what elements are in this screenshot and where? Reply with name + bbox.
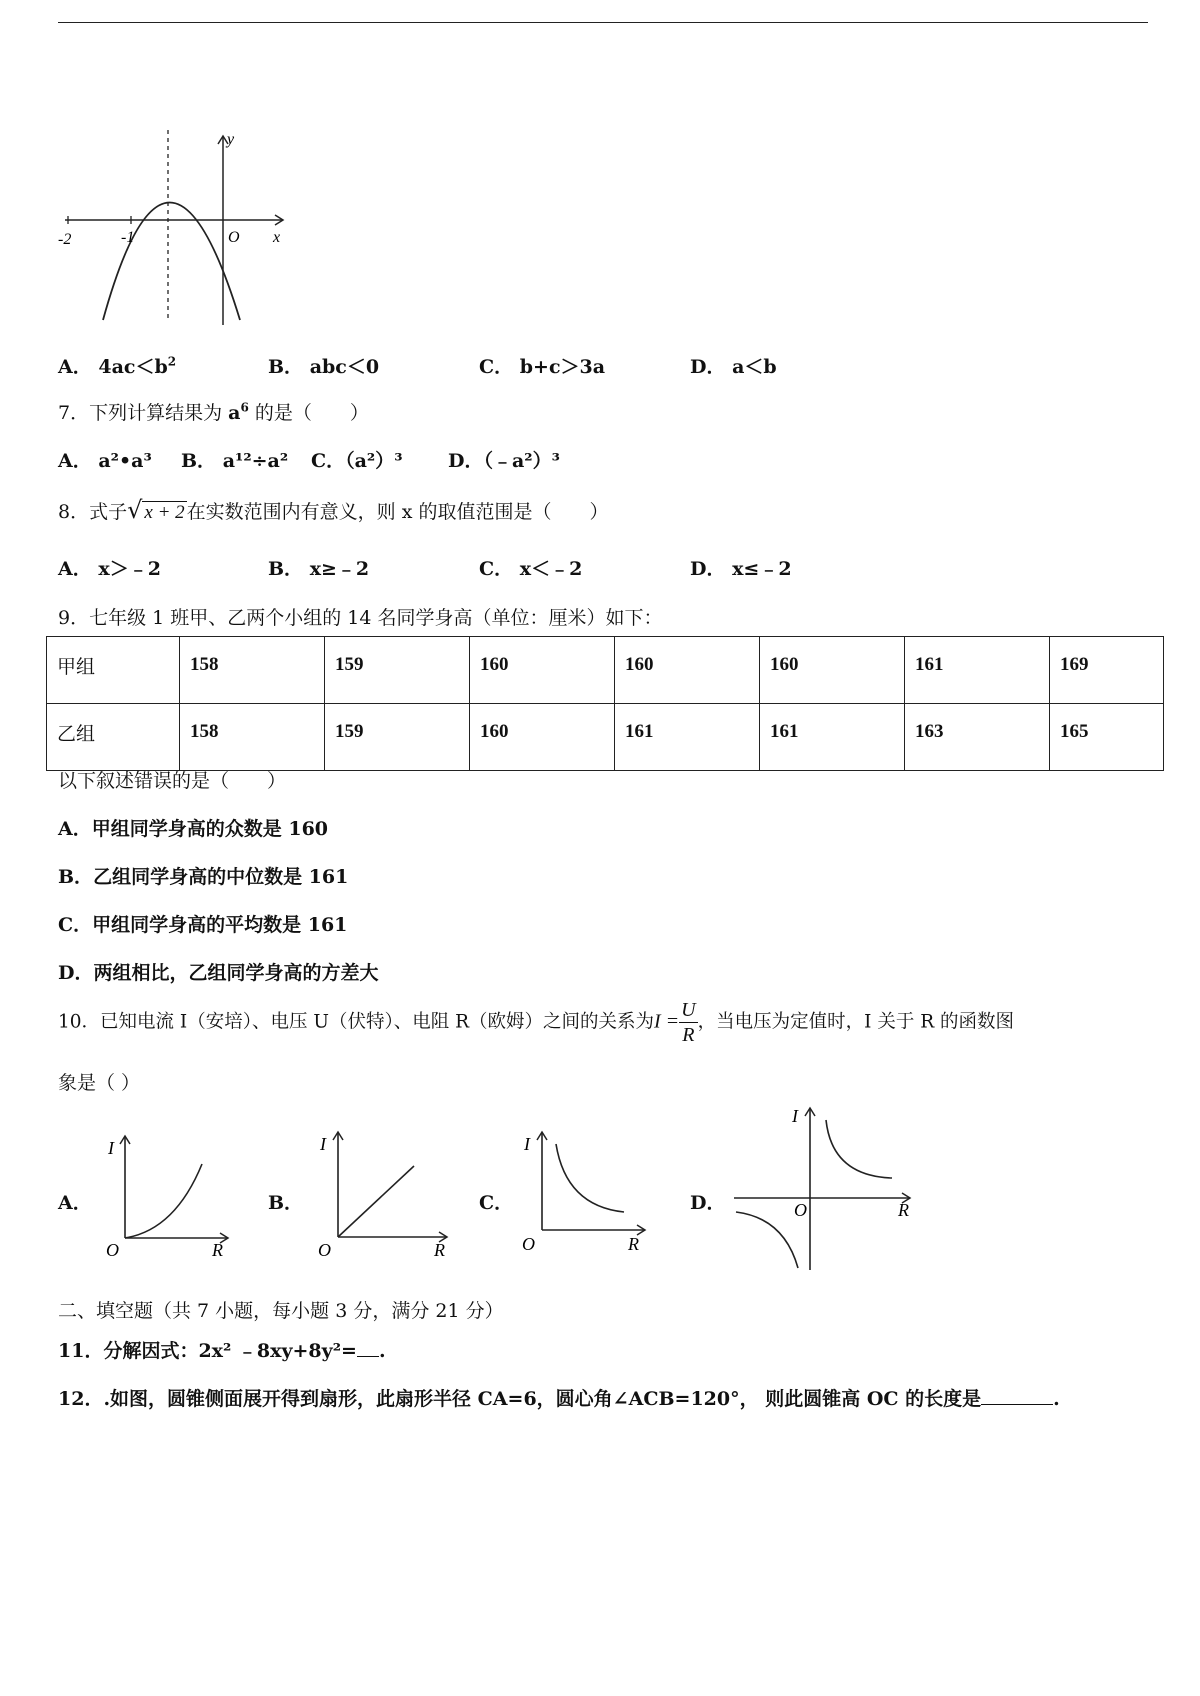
option-letter: B． — [268, 356, 304, 378]
table-cell: 160 — [470, 637, 615, 704]
option-text: （﹣a²）³ — [483, 450, 560, 472]
table-cell: 160 — [760, 637, 905, 704]
q9-option-c[interactable] — [58, 910, 347, 937]
q7-var: a — [228, 402, 241, 424]
q6-option-a[interactable] — [58, 352, 176, 379]
q10-part2: ，当电压为定值时，I 关于 R 的函数图 — [697, 1011, 1015, 1033]
axis-label-r: R — [434, 1240, 445, 1258]
option-text: 甲组同学身高的众数是 160 — [91, 818, 329, 840]
fraction-denominator: R — [682, 1024, 695, 1046]
q11-text: 11．分解因式：2x² ﹣8xy+8y²= — [58, 1340, 357, 1362]
option-text: 两组相比，乙组同学身高的方差大 — [93, 962, 379, 984]
table-cell: 159 — [325, 637, 470, 704]
origin-label: O — [228, 229, 240, 246]
q12 — [58, 1384, 1060, 1411]
option-letter: D． — [58, 962, 94, 984]
option-letter: B． — [268, 558, 304, 580]
option-text: x≤﹣2 — [732, 558, 792, 580]
q9-stem: 9．七年级 1 班甲、乙两个小组的 14 名同学身高（单位：厘米）如下： — [58, 607, 663, 629]
option-text: x≥﹣2 — [309, 558, 370, 580]
header-rule — [58, 22, 1148, 23]
y-axis-label: y — [227, 131, 235, 148]
section-title: 二、填空题（共 7 小题，每小题 3 分，满分 21 分） — [58, 1300, 504, 1322]
q10-option-a-letter[interactable]: A． — [58, 1192, 92, 1214]
axis-label-i: I — [108, 1138, 114, 1158]
option-text: x＞﹣2 — [98, 558, 161, 580]
axis-label-r: R — [628, 1234, 639, 1254]
option-text: a²•a³ — [98, 450, 152, 472]
sqrt-sign: √ — [127, 496, 143, 524]
q7-superscript: 6 — [240, 400, 249, 415]
q12-end: . — [1053, 1388, 1060, 1410]
option-text: 乙组同学身高的中位数是 161 — [93, 866, 349, 888]
q8-option-d[interactable] — [690, 554, 792, 581]
tick-label-neg2: -2 — [58, 231, 72, 248]
row-label: 乙组 — [47, 704, 180, 771]
fraction-numerator: U — [681, 999, 696, 1021]
formula-lhs: I = — [654, 1010, 680, 1033]
row-label: 甲组 — [47, 637, 180, 704]
option-text: 4ac＜b — [98, 356, 168, 378]
option-letter: D． — [690, 356, 726, 378]
q6-option-b[interactable] — [268, 352, 379, 379]
graph-option-b[interactable] — [312, 1124, 452, 1258]
option-superscript: 2 — [167, 354, 177, 369]
formula-fraction — [679, 998, 697, 1047]
axis-label-i: I — [792, 1106, 798, 1126]
table-cell: 158 — [180, 704, 325, 771]
q7-prefix: 7．下列计算结果为 — [58, 402, 229, 424]
table-row — [47, 637, 1164, 704]
option-letter: B． — [58, 866, 94, 888]
graph-option-c[interactable] — [520, 1124, 650, 1256]
q9-option-b[interactable] — [58, 862, 348, 889]
q7-option-b[interactable] — [181, 446, 288, 473]
q12-text: 12．.如图，圆锥侧面展开得到扇形，此扇形半径 CA=6，圆心角∠ACB=120°， 则此圆锥高 OC 的长度是 — [58, 1388, 982, 1410]
axis-label-o: O — [522, 1234, 535, 1254]
x-axis-label: x — [273, 229, 281, 246]
parabola-graph — [55, 130, 295, 330]
height-table — [46, 636, 1164, 771]
option-text: abc＜0 — [309, 356, 380, 378]
option-text: b+c＞3a — [519, 356, 606, 378]
table-cell: 160 — [615, 637, 760, 704]
option-letter: C． — [479, 356, 514, 378]
answer-blank[interactable] — [981, 1386, 1053, 1405]
table-cell: 165 — [1050, 704, 1164, 771]
q8-prefix: 8．式子 — [58, 501, 128, 523]
sqrt-radicand: x + 2 — [144, 502, 185, 523]
option-letter: C． — [58, 914, 93, 936]
q10-part1: 10．已知电流 I（安培）、电压 U（伏特）、电阻 R（欧姆）之间的关系为 — [58, 1011, 655, 1033]
q6-option-c[interactable] — [479, 352, 605, 379]
q8-suffix: 在实数范围内有意义，则 x 的取值范围是（ ） — [186, 501, 609, 523]
table-cell: 161 — [905, 637, 1050, 704]
option-text: a＜b — [732, 356, 777, 378]
axis-label-r: R — [898, 1200, 909, 1220]
q10-stem — [58, 998, 1014, 1047]
table-cell: 159 — [325, 704, 470, 771]
q9-option-a[interactable] — [58, 814, 328, 841]
q6-option-d[interactable] — [690, 352, 777, 379]
option-letter: A． — [58, 356, 92, 378]
option-letter: C． — [479, 558, 514, 580]
axis-label-i: I — [320, 1134, 326, 1154]
q7-suffix: 的是（ ） — [248, 402, 369, 424]
q11 — [58, 1336, 386, 1363]
axis-label-r: R — [212, 1240, 223, 1258]
tick-label-neg1: -1 — [121, 229, 135, 246]
graph-option-d[interactable] — [728, 1100, 918, 1272]
table-cell: 161 — [760, 704, 905, 771]
option-letter: A． — [58, 818, 92, 840]
option-letter: B． — [181, 450, 217, 472]
option-text: 甲组同学身高的平均数是 161 — [92, 914, 348, 936]
option-letter: D． — [448, 450, 484, 472]
option-text: （a²）³ — [345, 450, 403, 472]
option-letter: C． — [311, 450, 346, 472]
q10-stem-line2: 象是（ ） — [58, 1072, 141, 1094]
graph-option-a[interactable] — [100, 1128, 230, 1258]
q8-option-b[interactable] — [268, 554, 369, 581]
q8-option-c[interactable] — [479, 554, 582, 581]
q7-option-a[interactable] — [58, 446, 152, 473]
table-cell: 160 — [470, 704, 615, 771]
q10-option-d-letter[interactable]: D． — [690, 1192, 726, 1214]
q10-option-c-letter[interactable]: C． — [479, 1192, 514, 1214]
table-cell: 169 — [1050, 637, 1164, 704]
q7-option-c[interactable] — [311, 446, 403, 473]
q11-end: . — [378, 1340, 386, 1362]
option-text: a¹²÷a² — [222, 450, 289, 472]
q9-question: 以下叙述错误的是（ ） — [58, 770, 287, 792]
table-row — [47, 704, 1164, 771]
axis-label-o: O — [318, 1240, 331, 1258]
option-letter: A． — [58, 450, 92, 472]
q8-option-a[interactable] — [58, 554, 161, 581]
q9-option-d[interactable] — [58, 958, 379, 985]
option-text: x＜﹣2 — [519, 558, 583, 580]
option-letter: D． — [690, 558, 726, 580]
q7-stem — [58, 398, 369, 425]
axis-label-i: I — [524, 1134, 530, 1154]
q8-stem — [58, 496, 608, 524]
q10-option-b-letter[interactable]: B． — [268, 1192, 304, 1214]
table-cell: 163 — [905, 704, 1050, 771]
table-cell: 158 — [180, 637, 325, 704]
option-letter: A． — [58, 558, 92, 580]
q7-option-d[interactable] — [448, 446, 560, 473]
axis-label-o: O — [794, 1200, 807, 1220]
axis-label-o: O — [106, 1240, 119, 1258]
table-cell: 161 — [615, 704, 760, 771]
answer-blank[interactable] — [357, 1338, 379, 1357]
